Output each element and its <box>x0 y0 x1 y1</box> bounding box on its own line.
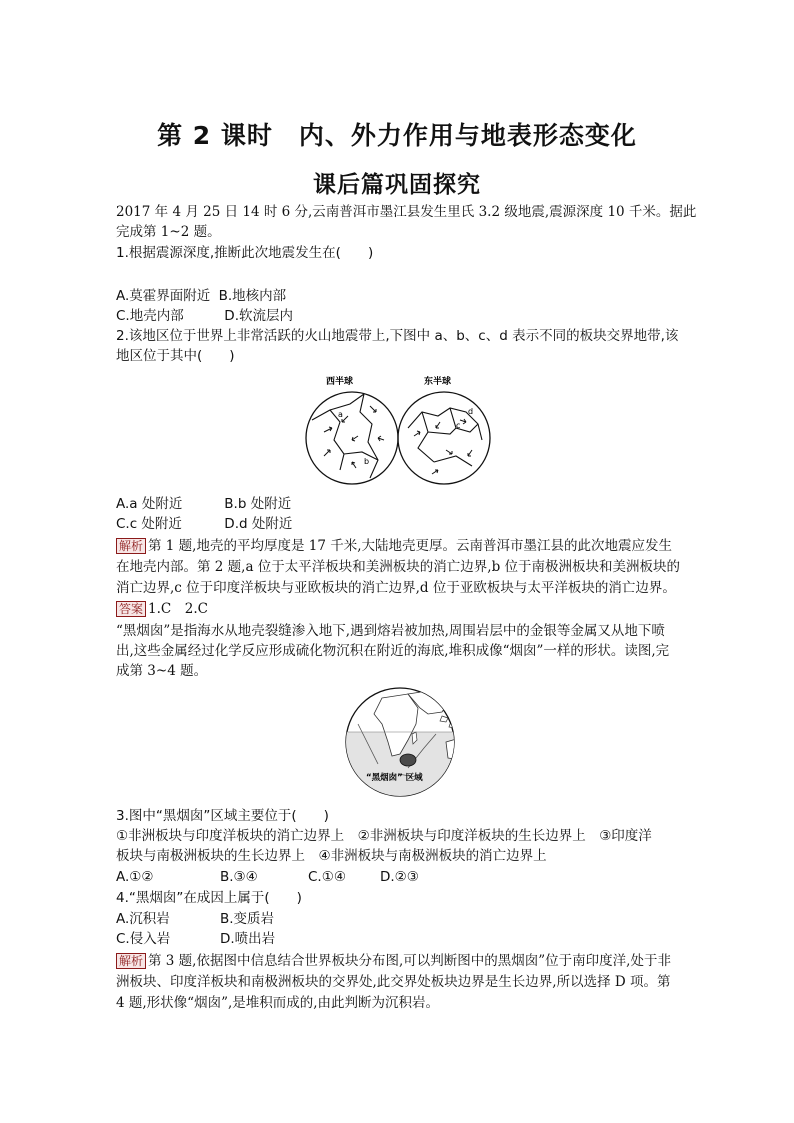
question-3-stem: 3.图中“黑烟囱”区域主要位于( ) <box>116 808 329 824</box>
question-3-choice-line: ①非洲板块与印度洋板块的消亡边界上 ②非洲板块与印度洋板块的生长边界上 ③印度洋 <box>116 828 652 844</box>
option-d: D.喷出岩 <box>220 931 276 947</box>
question-4-options-row1 <box>116 909 682 929</box>
intro-text-line: 2017 年 4 月 25 日 14 时 6 分,云南普洱市墨江县发生里氏 3.2 级地震,震源深度 10 千米。据此 <box>116 204 697 220</box>
page-subtitle: 课后篇巩固探究 <box>313 172 481 198</box>
boundary-label-c: c <box>456 421 461 430</box>
west-hemisphere-circle <box>306 392 398 484</box>
option-b: B.变质岩 <box>220 911 275 927</box>
question-3-choice-line: 板块与南极洲板块的生长边界上 ④非洲板块与南极洲板块的消亡边界上 <box>116 848 547 864</box>
boundary-label-b: b <box>364 457 370 466</box>
question-4-stem: 4.“黑烟囱”在成因上属于( ) <box>116 890 302 906</box>
question-3-options <box>116 867 682 887</box>
question-2-stem: 地区位于其中( ) <box>116 348 235 364</box>
option-b: B.b 处附近 <box>224 496 292 512</box>
question-4-options-row2 <box>116 929 682 949</box>
option-c: C.侵入岩 <box>116 931 171 947</box>
plate-motion-arrows-east <box>414 419 472 474</box>
option-c: C.地壳内部 <box>116 308 184 324</box>
option-a: A.沉积岩 <box>116 911 170 927</box>
page-title: 第 2 课时 内、外力作用与地表形态变化 <box>157 121 637 150</box>
option-b: B.③④ <box>220 869 258 885</box>
option-a: A.①② <box>116 869 154 885</box>
analysis-line: 4 题,形状像“烟囱”,是堆积而成的,由此判断为沉积岩。 <box>116 995 440 1011</box>
question-2-options-row2 <box>116 514 682 534</box>
analysis-line <box>116 951 682 971</box>
intro-text-line: 成第 3~4 题。 <box>116 663 208 679</box>
option-a: A.a 处附近 <box>116 496 183 512</box>
analysis-text: 第 1 题,地壳的平均厚度是 17 千米,大陆地壳更厚。云南普洱市墨江县的此次地震应发生 <box>148 538 673 554</box>
analysis-line: 消亡边界,c 位于印度洋板块与亚欧板块的消亡边界,d 位于亚欧板块与太平洋板块的消亡边界。 <box>116 580 676 596</box>
option-d: D.②③ <box>380 869 419 885</box>
question-2-options-row1 <box>116 494 682 514</box>
black-smoker-region-label: “黑烟囱” 区域 <box>366 773 423 783</box>
boundary-label-a: a <box>338 410 343 419</box>
question-1-stem: 1.根据震源深度,推断此次地震发生在( ) <box>116 245 374 261</box>
black-smoker-globe-figure <box>338 684 462 804</box>
question-2-stem: 2.该地区位于世界上非常活跃的火山地震带上,下图中 a、b、c、d 表示不同的板块交界地带,该 <box>116 328 679 344</box>
intro-text-line: 出,这些金属经过化学反应形成硫化物沉积在附近的海底,堆积成像“烟囱”一样的形状。读图,完 <box>116 643 670 659</box>
option-d: D.d 处附近 <box>224 516 293 532</box>
east-plate-boundaries <box>408 408 482 466</box>
analysis-tag: 解析 <box>116 953 146 969</box>
east-hemisphere-circle <box>398 392 490 484</box>
west-hemisphere-label: 西半球 <box>326 377 354 387</box>
boundary-label-d: d <box>468 407 474 416</box>
answer-line <box>116 599 682 619</box>
answer-tag: 答案 <box>116 601 146 617</box>
intro-text-line: “黑烟囱”是指海水从地壳裂缝渗入地下,遇到熔岩被加热,周围岩层中的金银等金属又从地下喷 <box>116 623 665 639</box>
option-a: A.莫霍界面附近 <box>116 288 211 304</box>
black-smoker-region-marker <box>400 754 416 766</box>
analysis-text: 第 3 题,依据图中信息结合世界板块分布图,可以判断图中的黑烟囱”位于南印度洋,处于非 <box>148 953 671 969</box>
analysis-line <box>116 536 682 556</box>
plate-boundary-map-figure <box>300 370 500 488</box>
option-c: C.①④ <box>308 869 346 885</box>
analysis-tag: 解析 <box>116 538 146 554</box>
question-1-options-row2 <box>116 306 682 326</box>
answer-text: 1.C 2.C <box>148 601 208 617</box>
option-b: B.地核内部 <box>218 288 287 304</box>
intro-text-line: 完成第 1~2 题。 <box>116 224 221 240</box>
east-hemisphere-label: 东半球 <box>424 377 452 387</box>
analysis-line: 洲板块、印度洋板块和南极洲板块的交界处,此交界处板块边界是生长边界,所以选择 D 项。第 <box>116 974 671 990</box>
option-d: D.软流层内 <box>224 308 293 324</box>
option-c: C.c 处附近 <box>116 516 182 532</box>
question-1-options-row1 <box>116 286 682 306</box>
analysis-line: 在地壳内部。第 2 题,a 位于太平洋板块和美洲板块的消亡边界,b 位于南极洲板块和美洲板块的 <box>116 559 681 575</box>
